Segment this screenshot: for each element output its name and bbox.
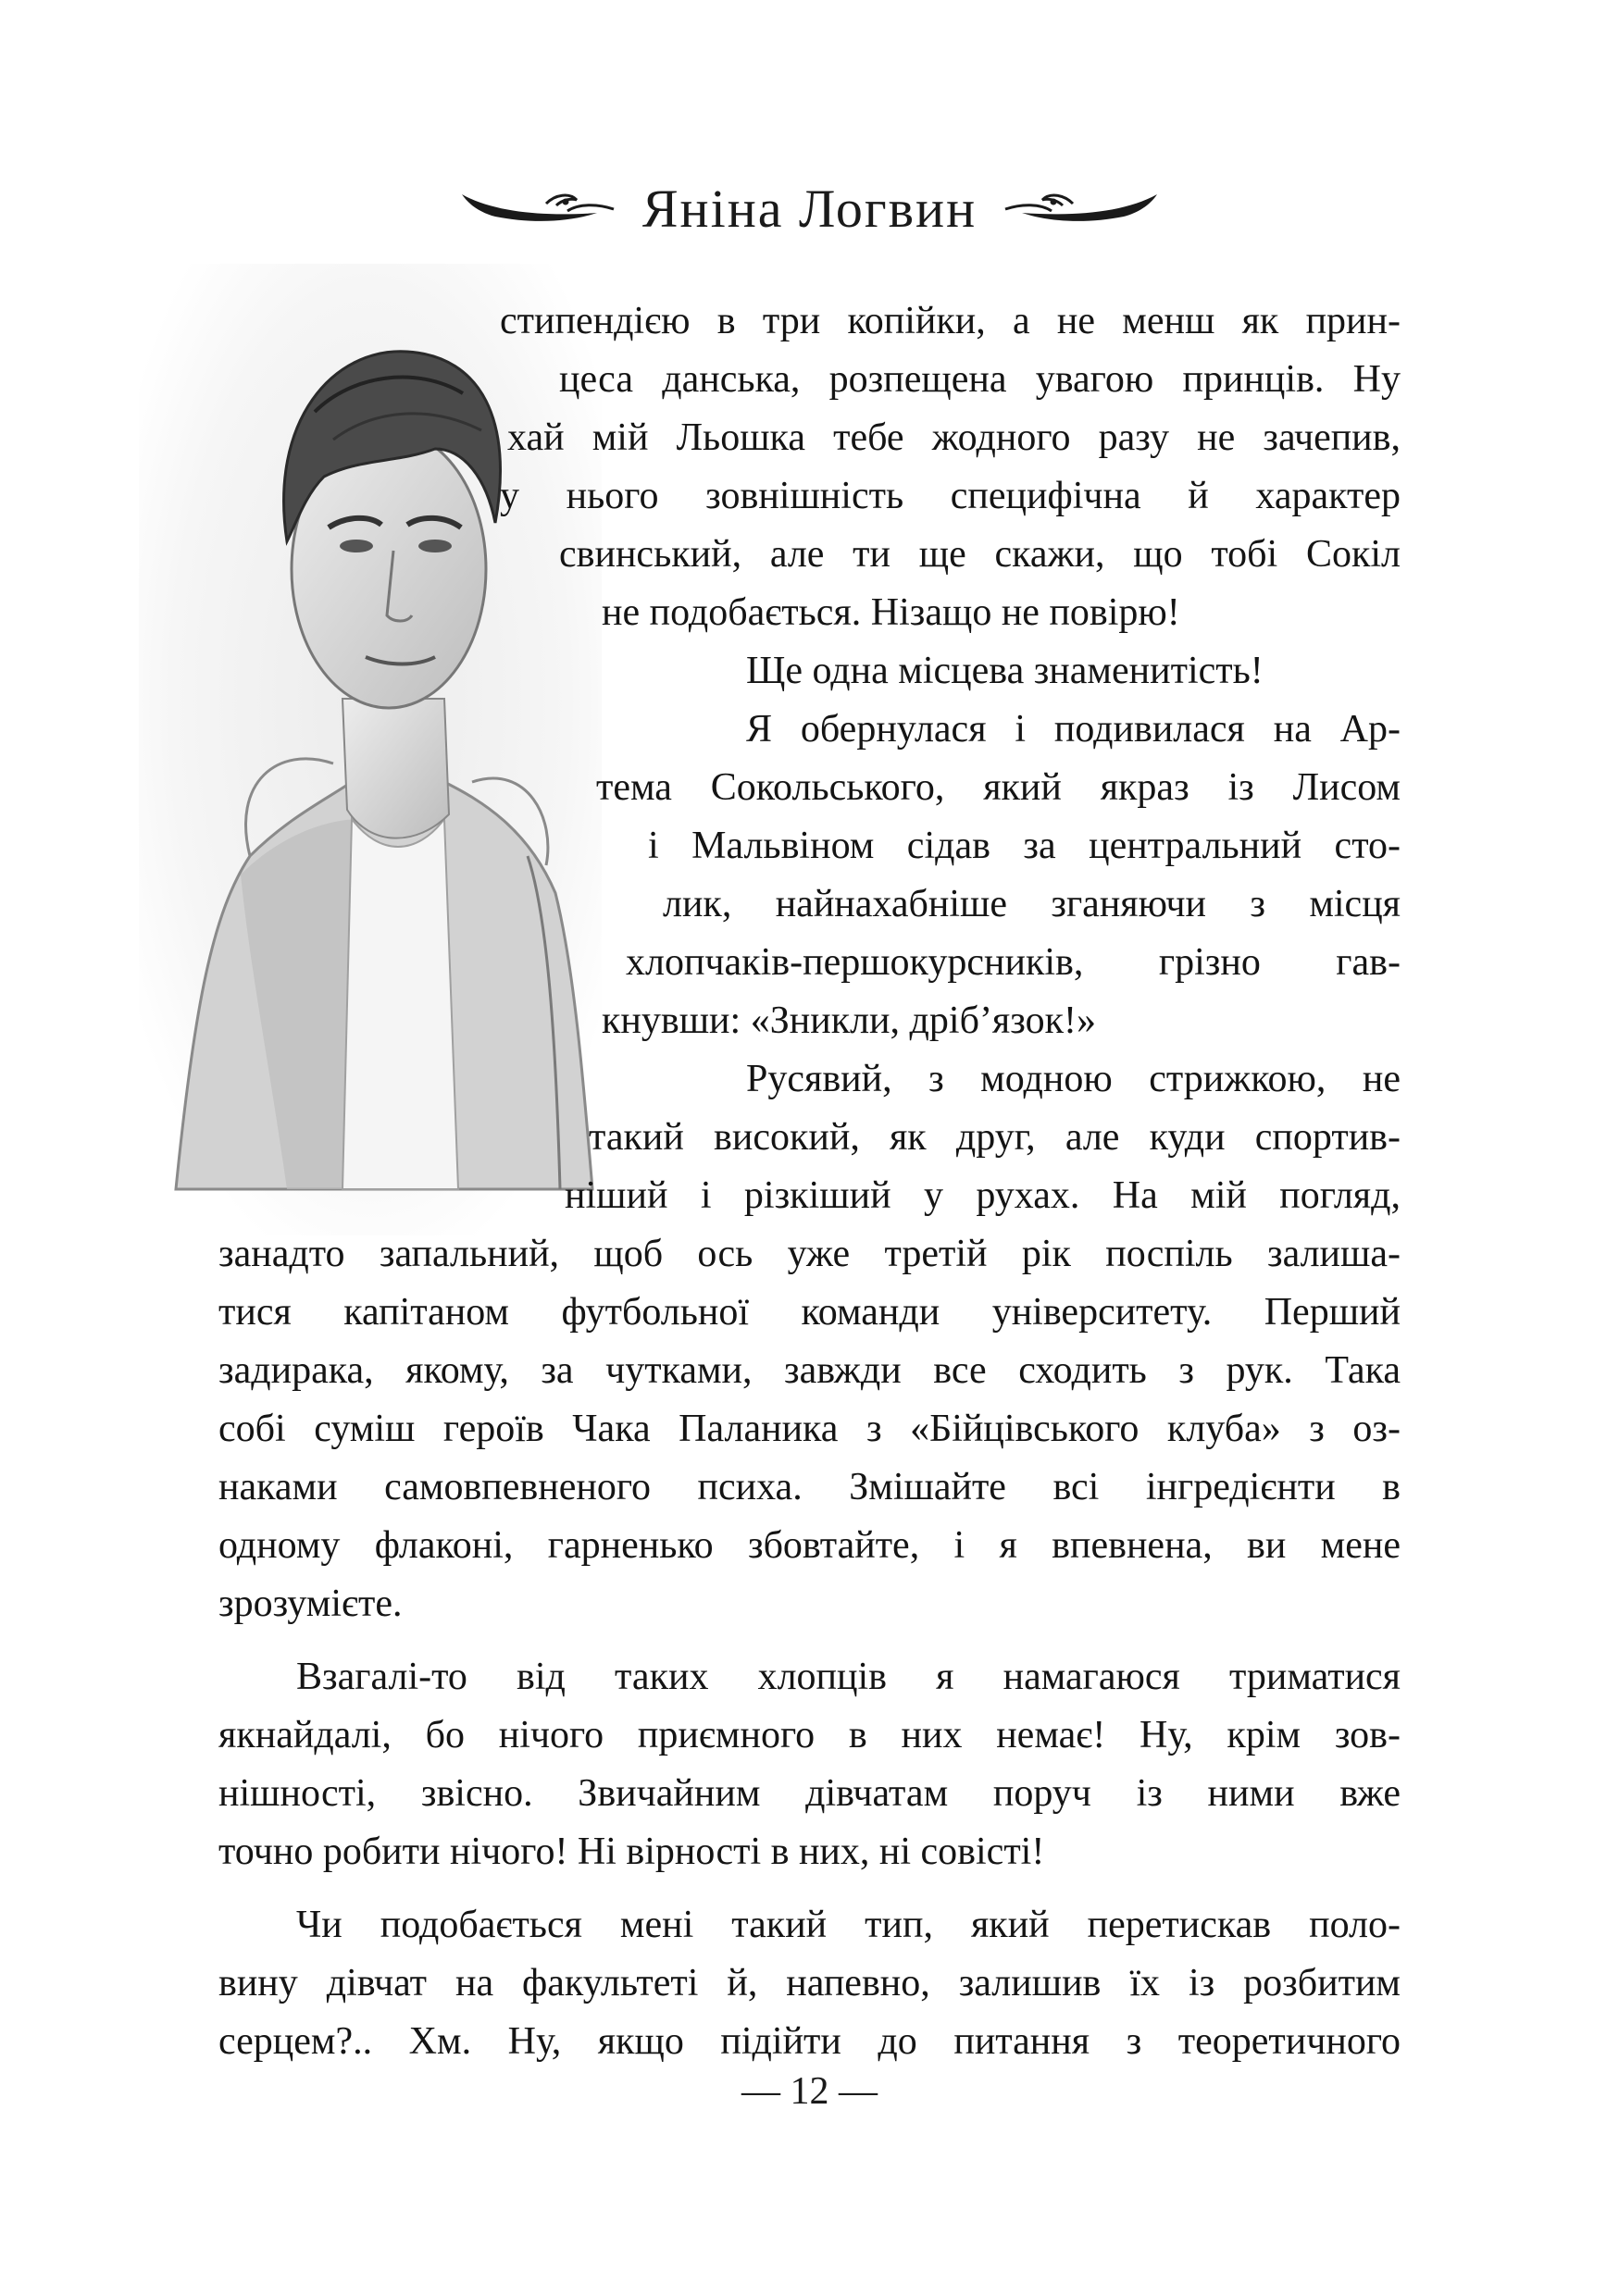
text-line: Я обернулася і подивилася на Ар- xyxy=(746,708,1401,751)
text-line: хлопчаків-першокурсників, грізно гав- xyxy=(626,941,1401,984)
text-line: не подобається. Нізащо не повірю! xyxy=(602,591,1180,634)
text-line: Ще одна місцева знаменитість! xyxy=(746,650,1264,692)
text-line: занадто запальний, щоб ось уже третій рік поспіль залиша- xyxy=(218,1233,1401,1275)
text-line: зрозумієте. xyxy=(218,1582,403,1625)
text-line: точно робити нічого! Ні вірності в них, ні совісті! xyxy=(218,1831,1045,1873)
text-line: кнувши: «Зникли, дріб’язок!» xyxy=(602,999,1096,1042)
text-line: Взагалі-то від таких хлопців я намагаюся триматися xyxy=(296,1656,1401,1698)
text-line: одному флаконі, гарненько збовтайте, і я впевнена, ви мене xyxy=(218,1524,1401,1567)
text-line: вину дівчат на факультеті й, напевно, залишив їх із розбитим xyxy=(218,1962,1401,2004)
text-line: стипендією в три копійки, а не менш як прин- xyxy=(500,300,1401,342)
swash-ornament-right-icon xyxy=(999,176,1161,241)
text-line: нішності, звісно. Звичайним дівчатам поруч із ними вже xyxy=(218,1772,1401,1815)
wrapped-text-block xyxy=(0,292,1401,1225)
page-number: — 12 — xyxy=(741,2070,878,2113)
text-line: наками самовпевненого психа. Змішайте всі інгредієнти в xyxy=(218,1466,1401,1508)
text-line: тися капітаном футбольної команди університету. Перший xyxy=(218,1291,1401,1334)
text-line: лик, найнахабніше зганяючи з місця xyxy=(663,883,1401,925)
text-line: хай мій Льошка тебе жодного разу не зачепив, xyxy=(507,416,1401,459)
text-line: Русявий, з модною стрижкою, не xyxy=(746,1058,1401,1100)
swash-ornament-left-icon xyxy=(458,176,620,241)
text-line: цеса данська, розпещена увагою принців. Ну xyxy=(559,358,1401,401)
text-line: собі суміш героїв Чака Паланика з «Бійцівського клуба» з оз- xyxy=(218,1408,1401,1450)
text-line: якнайдалі, бо нічого приємного в них немає! Ну, крім зов- xyxy=(218,1714,1401,1756)
text-line: у нього зовнішність специфічна й характер xyxy=(500,475,1401,517)
text-line: і Мальвіном сідав за центральний сто- xyxy=(648,825,1401,867)
text-line: тема Сокольського, який якраз із Лисом xyxy=(596,766,1401,809)
text-line: такий високий, як друг, але куди спортив- xyxy=(589,1116,1401,1159)
text-line: свинський, але ти ще скажи, що тобі Сокіл xyxy=(559,533,1401,576)
text-line: Чи подобається мені такий тип, який перетискав поло- xyxy=(296,1904,1401,1946)
running-header xyxy=(0,162,1619,254)
full-text-block xyxy=(218,1225,1401,2071)
running-header-author: Яніна Логвин xyxy=(641,178,978,239)
text-line: серцем?.. Хм. Ну, якщо підійти до питання з теоретичного xyxy=(218,2020,1401,2063)
text-line: ніший і різкіший у рухах. На мій погляд, xyxy=(565,1174,1401,1217)
text-line: задирака, якому, за чутками, завжди все сходить з рук. Така xyxy=(218,1349,1401,1392)
